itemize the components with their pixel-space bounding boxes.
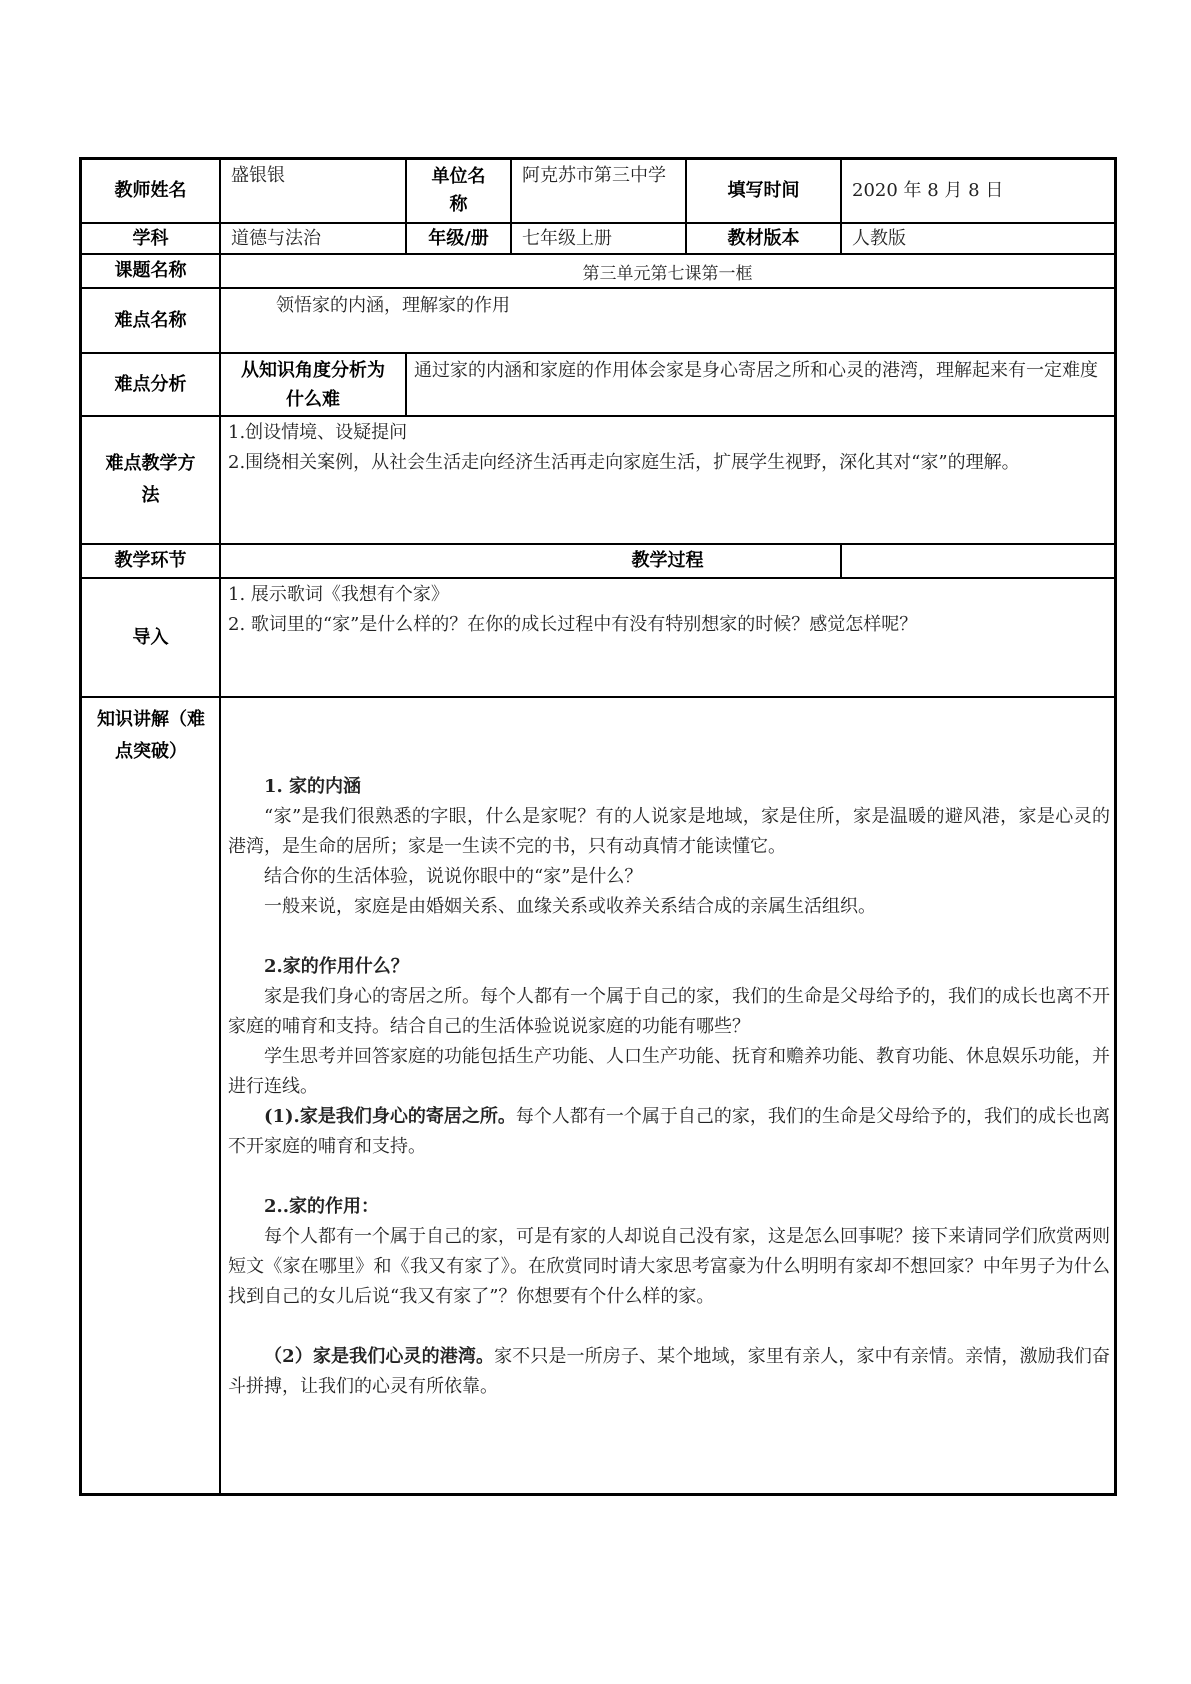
subject: 道德与法治 bbox=[231, 227, 321, 249]
paragraph-text: 每个人都有一个属于自己的家，我们的生命是父母给予的，我们的成长也离不开家庭的哺育和支持。 bbox=[228, 1106, 1110, 1157]
bold-phrase: （2）家是我们心灵的港湾。 bbox=[264, 1346, 495, 1367]
textbook-label: 教材版本 bbox=[727, 227, 800, 249]
fill-time-label: 填写时间 bbox=[727, 180, 800, 201]
table-rule bbox=[79, 696, 1117, 698]
paragraph bbox=[228, 1102, 1110, 1162]
intro-label: 导入 bbox=[132, 626, 169, 648]
difficulty-analysis: 通过家的内涵和家庭的作用体会家是身心寄居之所和心灵的港湾，理解起来有一定难度 bbox=[414, 360, 1098, 381]
paragraph bbox=[228, 1342, 1110, 1402]
table-rule bbox=[79, 577, 1117, 579]
table-rule bbox=[79, 287, 1117, 289]
table-border-right bbox=[1114, 157, 1117, 1496]
fill-time: 2020 年 8 月 8 日 bbox=[852, 180, 1004, 201]
table-border-bottom bbox=[79, 1493, 1117, 1496]
section-heading: 2..家的作用： bbox=[264, 1196, 380, 1217]
spacer bbox=[228, 1162, 1110, 1192]
intro-item: 1. 展示歌词《我想有个家》 bbox=[228, 584, 449, 605]
paragraph: 学生思考并回答家庭的功能包括生产功能、人口生产功能、抚育和赡养功能、教育功能、休息娱乐功能，并进行连线。 bbox=[228, 1046, 1110, 1097]
difficulty-name-label: 难点名称 bbox=[114, 309, 187, 331]
intro-content bbox=[228, 580, 1110, 692]
paragraph: 每个人都有一个属于自己的家，可是有家的人却说自己没有家，这是怎么回事呢？接下来请同学们欣赏两则短文《家在哪里》和《我又有家了》。在欣赏同时请大家思考富豪为什么明明有家却不想回家？中年男子为什么找到自己的女儿后说“我又有家了”？你想要有个什么样的家。 bbox=[228, 1226, 1110, 1307]
difficulty-analysis-label: 难点分析 bbox=[114, 373, 187, 395]
section-heading: 1. 家的内涵 bbox=[264, 776, 362, 797]
bold-phrase: (1).家是我们身心的寄居之所。 bbox=[264, 1106, 516, 1127]
paragraph: 家是我们身心的寄居之所。每个人都有一个属于自己的家，我们的生命是父母给予的，我们的成长也离不开家庭的哺育和支持。结合自己的生活体验说说家庭的功能有哪些？ bbox=[228, 986, 1110, 1037]
analysis-sublabel: 从知识角度分析为什么难 bbox=[241, 359, 385, 410]
teaching-methods bbox=[228, 418, 1110, 542]
grade-label: 年级/册 bbox=[428, 227, 489, 249]
spacer bbox=[228, 922, 1110, 952]
teacher-name-label: 教师姓名 bbox=[114, 180, 187, 201]
unit-label: 单位名称 bbox=[431, 166, 486, 215]
teaching-method-label: 难点教学方法 bbox=[105, 453, 196, 506]
paragraph-text: 家不只是一所房子、某个地域，家里有亲人，家中有亲情。亲情，激励我们奋斗拼搏，让我们的心灵有所依靠。 bbox=[228, 1346, 1110, 1397]
subject-label: 学科 bbox=[132, 227, 169, 249]
spacer bbox=[228, 1312, 1110, 1342]
textbook: 人教版 bbox=[852, 227, 906, 249]
teaching-process-label: 教学过程 bbox=[631, 550, 704, 571]
section-heading: 2.家的作用什么？ bbox=[264, 956, 409, 977]
table-rule bbox=[79, 415, 1117, 417]
paragraph: 结合你的生活体验，说说你眼中的“家”是什么？ bbox=[264, 866, 643, 887]
paragraph: “家”是我们很熟悉的字眼，什么是家呢？有的人说家是地域，家是住所，家是温暖的避风港，家是心灵的港湾，是生命的居所；家是一生读不完的书，只有动真情才能读懂它。 bbox=[228, 806, 1110, 857]
grade: 七年级上册 bbox=[522, 227, 612, 249]
teaching-stage-label: 教学环节 bbox=[114, 550, 187, 571]
topic-label: 课题名称 bbox=[114, 260, 187, 281]
table-col-rule bbox=[405, 352, 407, 416]
difficulty-name: 领悟家的内涵，理解家的作用 bbox=[276, 295, 510, 316]
topic: 第三单元第七课第一框 bbox=[582, 263, 753, 284]
unit-name: 阿克苏市第三中学 bbox=[522, 165, 666, 186]
paragraph: 一般来说，家庭是由婚姻关系、血缘关系或收养关系结合成的亲属生活组织。 bbox=[264, 896, 876, 917]
method-item: 2.围绕相关案例，从社会生活走向经济生活再走向家庭生活，扩展学生视野，深化其对“家”的理解。 bbox=[228, 452, 1020, 473]
knowledge-content bbox=[228, 772, 1110, 1490]
intro-item: 2. 歌词里的“家”是什么样的？在你的成长过程中有没有特别想家的时候？感觉怎样呢？ bbox=[228, 614, 918, 635]
knowledge-label: 知识讲解（难点突破） bbox=[97, 709, 205, 762]
teacher-name: 盛银银 bbox=[231, 165, 285, 186]
method-item: 1.创设情境、设疑提问 bbox=[228, 422, 408, 443]
